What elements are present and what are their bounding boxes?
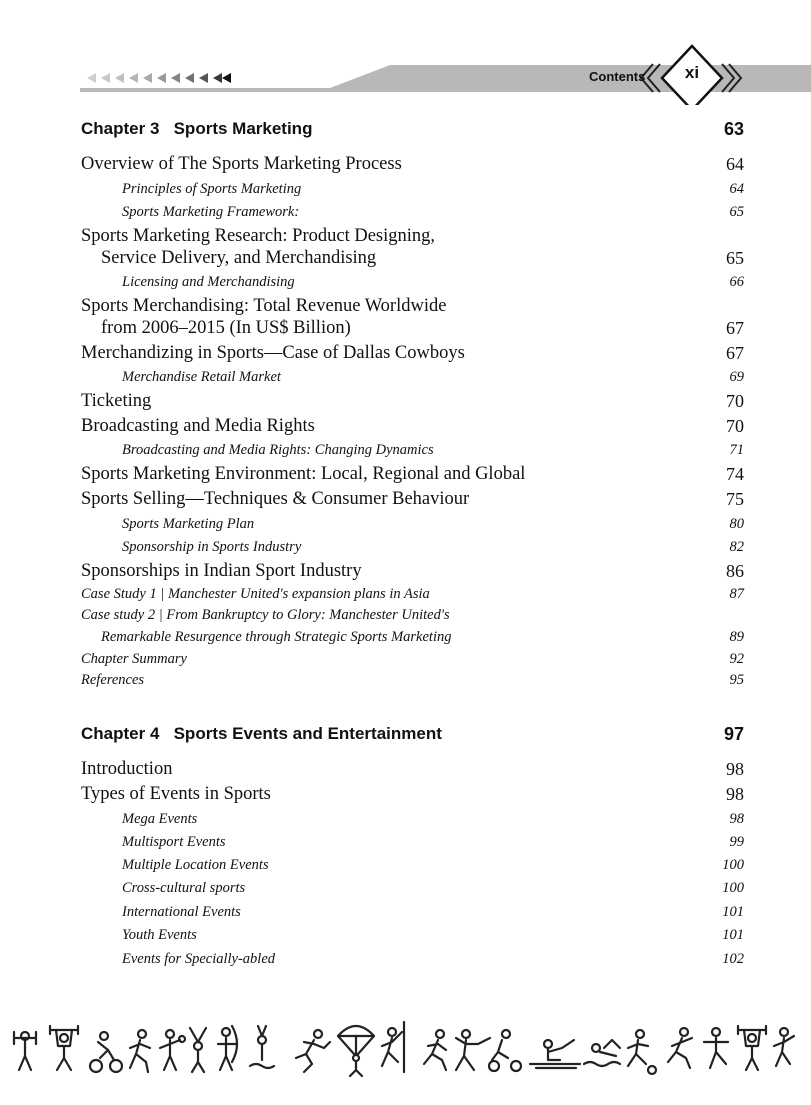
toc-page: 71 — [729, 442, 744, 458]
running-header-label: Contents — [589, 69, 646, 84]
toc-subentry: Sports Marketing Framework: — [122, 204, 300, 220]
parachutist-icon — [338, 1026, 374, 1076]
toc-page: 101 — [722, 904, 744, 920]
arrow-row-icon — [87, 73, 231, 83]
chapter-page: 97 — [723, 724, 744, 744]
toc-page: 100 — [722, 857, 744, 873]
toc-page: 80 — [729, 516, 744, 532]
toc-page: 92 — [729, 651, 744, 667]
toc-subentry: Merchandise Retail Market — [122, 369, 281, 385]
toc-page: 86 — [726, 561, 744, 581]
sprinter-icon — [296, 1030, 330, 1072]
toc-subentry: Case study 2 | From Bankruptcy to Glory: Manchester United's — [81, 607, 450, 623]
toc-entry: Introduction — [81, 759, 173, 779]
cyclist-icon — [90, 1032, 122, 1072]
toc-entry: Merchandizing in Sports—Case of Dallas Cowboys — [81, 343, 465, 363]
swimmer-icon — [584, 1040, 620, 1066]
toc-page: 65 — [726, 248, 744, 268]
footballer-icon — [628, 1030, 656, 1074]
runner-icon — [668, 1028, 692, 1068]
toc-page: 89 — [729, 629, 744, 645]
toc-page: 69 — [729, 369, 744, 385]
toc-subentry: Events for Specially-abled — [122, 951, 276, 967]
toc-subentry: Mega Events — [122, 811, 198, 827]
toc-page: 67 — [726, 343, 744, 363]
gymnast-icon — [704, 1028, 728, 1068]
toc-subentry: Youth Events — [122, 927, 197, 943]
toc-page: 98 — [729, 811, 744, 827]
gymnast-icon — [190, 1028, 206, 1072]
archer-icon — [218, 1026, 237, 1070]
toc-page: 65 — [729, 204, 744, 220]
toc-subentry: Multiple Location Events — [122, 857, 269, 873]
toc-page: 98 — [726, 784, 744, 804]
chapter-label: Chapter 4 — [81, 724, 160, 743]
toc-page: 99 — [729, 834, 744, 850]
toc-page: 75 — [726, 489, 744, 509]
toc-subentry: Cross-cultural sports — [122, 880, 246, 896]
boxer-icon — [160, 1030, 185, 1070]
toc-subentry: Licensing and Merchandising — [122, 274, 295, 290]
weightlifter-icon — [738, 1026, 766, 1070]
toc-subentry: Multisport Events — [122, 834, 226, 850]
toc-entry: Types of Events in Sports — [81, 784, 271, 804]
chapter-title: Sports Marketing — [173, 119, 313, 138]
toc-entry: Broadcasting and Media Rights — [81, 416, 315, 436]
toc-page: 64 — [726, 154, 744, 174]
rower-icon — [530, 1040, 580, 1068]
toc-page: 102 — [722, 951, 744, 967]
page-number: xi — [684, 63, 700, 82]
toc-entry-continuation: Service Delivery, and Merchandising — [101, 248, 377, 268]
toc-subentry: International Events — [122, 904, 241, 920]
fencer-icon — [456, 1030, 490, 1070]
toc-entry: Sports Marketing Environment: Local, Regional and Global — [81, 464, 526, 484]
climber-icon — [382, 1022, 404, 1072]
toc-page: 98 — [726, 759, 744, 779]
toc-page: 64 — [729, 181, 744, 197]
chapter-title: Sports Events and Entertainment — [173, 724, 442, 743]
runner-icon — [130, 1030, 150, 1072]
toc-page: 87 — [729, 586, 744, 602]
toc-page: 70 — [726, 391, 744, 411]
toc-entry: Overview of The Sports Marketing Process — [81, 154, 402, 174]
chapter-heading — [81, 724, 442, 744]
toc-page: 70 — [726, 416, 744, 436]
toc-entry: Sports Marketing Research: Product Designing, — [81, 226, 436, 246]
runner-icon — [424, 1030, 446, 1070]
toc-subentry: Principles of Sports Marketing — [122, 181, 302, 197]
toc-subentry: Broadcasting and Media Rights: Changing Dynamics — [122, 442, 434, 458]
toc-entry-continuation: from 2006–2015 (In US$ Billion) — [101, 318, 351, 338]
diver-icon — [250, 1026, 274, 1068]
toc-subentry: Chapter Summary — [81, 651, 187, 667]
chapter-label: Chapter 3 — [81, 119, 160, 138]
toc-page: 67 — [726, 318, 744, 338]
toc-subentry-continuation: Remarkable Resurgence through Strategic Sports Marketing — [101, 629, 452, 645]
sports-icons-strip — [0, 1018, 811, 1088]
toc-entry: Sports Merchandising: Total Revenue Worldwide — [81, 296, 447, 316]
toc-page: 74 — [726, 464, 744, 484]
chapter-page: 63 — [723, 119, 744, 139]
runner-icon — [774, 1028, 794, 1066]
toc-entry: Ticketing — [81, 391, 152, 411]
chapter-heading — [81, 119, 312, 139]
toc-page: 95 — [729, 672, 744, 688]
toc-subentry: Sports Marketing Plan — [122, 516, 255, 532]
toc-page: 66 — [729, 274, 744, 290]
weightlifter-icon — [50, 1026, 78, 1070]
toc-subentry: Sponsorship in Sports Industry — [122, 539, 302, 555]
toc-page: 101 — [722, 927, 744, 943]
toc-subentry: References — [81, 672, 145, 688]
cyclist-icon — [489, 1030, 521, 1071]
toc-page: 100 — [722, 880, 744, 896]
toc-subentry: Case Study 1 | Manchester United's expansion plans in Asia — [81, 586, 430, 602]
weightlifter-icon — [14, 1032, 36, 1070]
toc-entry: Sponsorships in Indian Sport Industry — [81, 561, 362, 581]
toc-entry: Sports Selling—Techniques & Consumer Behaviour — [81, 489, 470, 509]
header-band — [0, 0, 811, 105]
toc-page: 82 — [729, 539, 744, 555]
